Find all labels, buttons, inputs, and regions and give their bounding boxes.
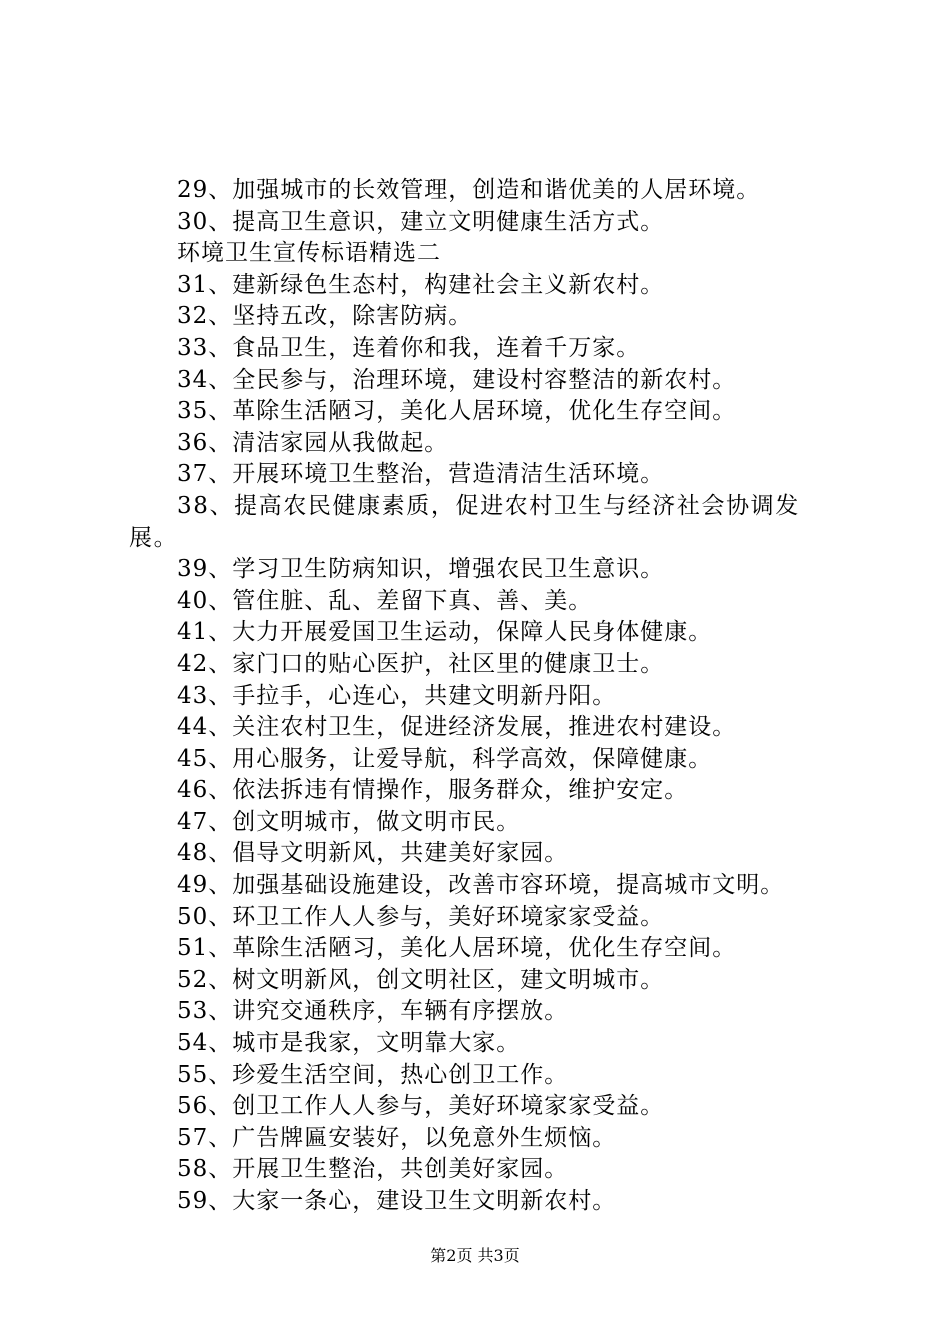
slogan-line: 51、革除生活陋习，美化人居环境，优化生存空间。	[177, 935, 737, 962]
slogan-line: 31、建新绿色生态村，构建社会主义新农村。	[177, 271, 665, 298]
slogan-line: 45、用心服务，让爱导航，科学高效，保障健康。	[177, 745, 713, 772]
page-number-footer: 第2页 共3页	[430, 1246, 520, 1265]
slogan-line: 36、清洁家园从我做起。	[177, 429, 449, 456]
slogan-line: 37、开展环境卫生整治，营造清洁生活环境。	[177, 461, 665, 488]
slogan-line-wrapped: 38、提高农民健康素质，促进农村卫生与经济社会协调发展。	[129, 492, 800, 551]
slogan-line: 40、管住脏、乱、差留下真、善、美。	[177, 587, 593, 614]
slogan-line: 33、食品卫生，连着你和我，连着千万家。	[177, 334, 641, 361]
slogan-line: 52、树文明新风，创文明社区，建文明城市。	[177, 966, 665, 993]
slogan-line: 49、加强基础设施建设，改善市容环境，提高城市文明。	[177, 872, 785, 899]
slogan-line: 59、大家一条心，建设卫生文明新农村。	[177, 1188, 617, 1214]
slogan-line: 46、依法拆违有情操作，服务群众，维护安定。	[177, 777, 689, 804]
slogan-line: 35、革除生活陋习，美化人居环境，优化生存空间。	[177, 398, 737, 425]
document-body	[129, 175, 839, 1218]
slogan-line: 57、广告牌匾安装好，以免意外生烦恼。	[177, 1124, 617, 1151]
slogan-line: 58、开展卫生整治，共创美好家园。	[177, 1156, 569, 1183]
slogan-line: 53、讲究交通秩序，车辆有序摆放。	[177, 998, 569, 1025]
slogan-line: 44、关注农村卫生，促进经济发展，推进农村建设。	[177, 714, 737, 741]
slogan-line: 50、环卫工作人人参与，美好环境家家受益。	[177, 903, 665, 930]
slogan-line: 54、城市是我家，文明靠大家。	[177, 1030, 521, 1057]
slogan-line: 47、创文明城市，做文明市民。	[177, 808, 521, 835]
slogan-line: 56、创卫工作人人参与，美好环境家家受益。	[177, 1093, 665, 1120]
section-heading: 环境卫生宣传标语精选二	[177, 240, 441, 267]
slogan-line: 34、全民参与，治理环境，建设村容整洁的新农村。	[177, 366, 737, 393]
slogan-line: 55、珍爱生活空间，热心创卫工作。	[177, 1061, 569, 1088]
slogan-line: 43、手拉手，心连心，共建文明新丹阳。	[177, 682, 617, 709]
slogan-line: 48、倡导文明新风，共建美好家园。	[177, 840, 569, 867]
slogan-line: 39、学习卫生防病知识，增强农民卫生意识。	[177, 556, 665, 583]
slogan-line: 30、提高卫生意识，建立文明健康生活方式。	[177, 208, 665, 235]
slogan-line: 29、加强城市的长效管理，创造和谐优美的人居环境。	[177, 177, 761, 203]
slogan-line: 41、大力开展爱国卫生运动，保障人民身体健康。	[177, 619, 713, 646]
slogan-line: 32、坚持五改，除害防病。	[177, 303, 473, 330]
slogan-line: 42、家门口的贴心医护，社区里的健康卫士。	[177, 650, 665, 677]
